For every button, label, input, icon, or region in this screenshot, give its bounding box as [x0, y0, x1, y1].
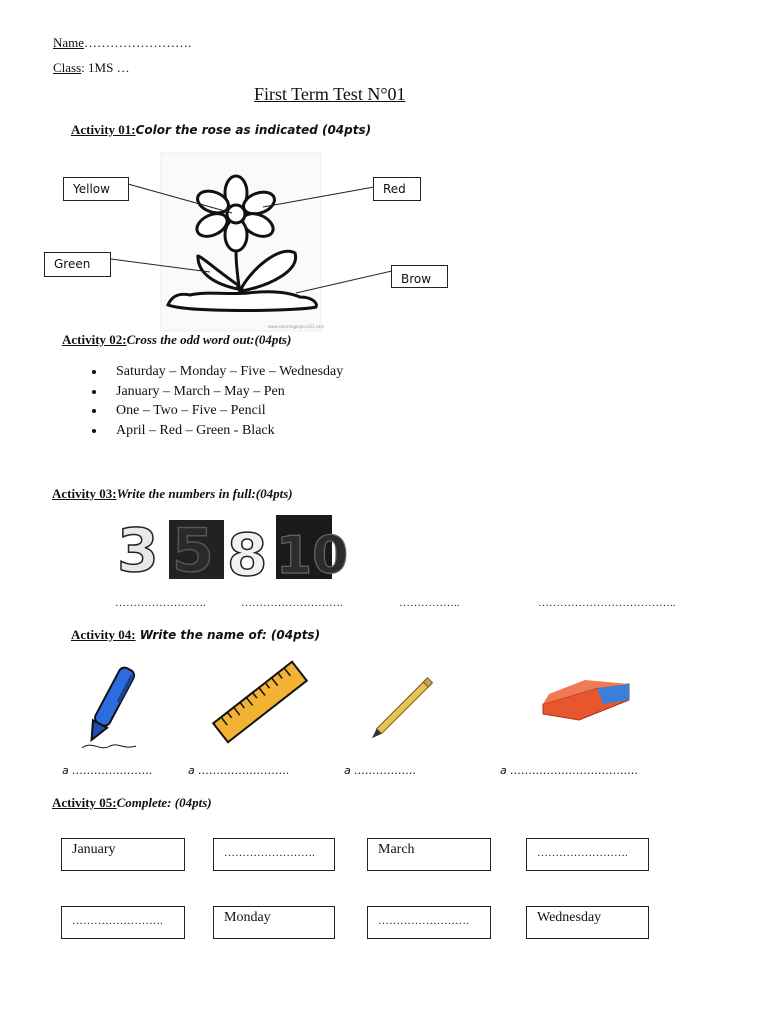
flower-center: [227, 205, 245, 223]
name-label: Name: [53, 35, 85, 50]
class-value: : 1MS …: [81, 60, 130, 75]
number-blank-2[interactable]: ……………………….: [241, 597, 343, 609]
list-item: • April – Red – Green - Black: [106, 421, 552, 441]
label-yellow: Yellow: [63, 177, 129, 201]
activity-02-number: Activity 02:: [62, 332, 127, 347]
day-blank[interactable]: …………………….: [61, 906, 185, 939]
digit-5: 5: [172, 516, 214, 586]
class-label: Class: [53, 60, 82, 75]
odd-word-list: [52, 362, 552, 440]
activity-05-number: Activity 05:: [52, 795, 117, 810]
list-item: • Saturday – Monday – Five – Wednesday: [106, 362, 552, 382]
digit-10: 10: [276, 526, 349, 586]
label-green: Green: [44, 252, 111, 277]
digit-3: 3: [117, 516, 159, 586]
day-box: Wednesday: [526, 906, 649, 939]
page-title: First Term Test N°01: [254, 84, 406, 104]
activity-03-number: Activity 03:: [52, 486, 117, 501]
activity-01-instruction: Color the rose as indicated (04pts): [135, 123, 372, 137]
activity-04-heading: [71, 627, 320, 643]
pen-body: [93, 666, 136, 728]
label-brown: Brow: [391, 265, 448, 288]
watermark-text: www.coloringpages101.com: [268, 324, 325, 329]
pen-scribble: [82, 745, 136, 748]
month-box: January: [61, 838, 185, 871]
digit-8: 8: [227, 521, 268, 589]
eraser-picture: [535, 670, 635, 730]
activity-04-number: Activity 04:: [71, 627, 136, 642]
activity-02-instruction: Cross the odd word out:(04pts): [126, 332, 292, 347]
activity-03-instruction: Write the numbers in full:(04pts): [116, 486, 293, 501]
rose-figure: [0, 145, 768, 335]
activity-02-heading: [62, 332, 291, 348]
eraser-answer[interactable]: a ……………………………..: [500, 764, 639, 777]
ruler-answer[interactable]: a …………………….: [188, 764, 290, 777]
number-blank-1[interactable]: …………………….: [115, 597, 206, 609]
name-line: [53, 35, 191, 51]
activity-01-heading: [71, 122, 371, 138]
day-blank[interactable]: …………………….: [367, 906, 491, 939]
month-blank[interactable]: …………………….: [213, 838, 335, 871]
pencil-answer[interactable]: a ……………..: [344, 764, 417, 777]
activity-01-number: Activity 01:: [71, 122, 136, 137]
label-red: Red: [373, 177, 421, 201]
activity-05-heading: [52, 795, 212, 811]
pen-picture: [74, 660, 144, 755]
list-item: • January – March – May – Pen: [106, 382, 552, 402]
grass-mound: [168, 292, 316, 311]
month-box: March: [367, 838, 491, 871]
activity-05-instruction: Complete: (04pts): [116, 795, 212, 810]
number-blank-4[interactable]: ………………………………..: [538, 597, 676, 609]
month-blank[interactable]: …………………….: [526, 838, 649, 871]
activity-03-heading: [52, 486, 293, 502]
pencil-picture: [372, 672, 442, 737]
class-line: [53, 60, 130, 76]
pencil-body: [377, 679, 431, 733]
activity-04-instruction: Write the name of: (04pts): [135, 628, 321, 642]
day-box: Monday: [213, 906, 335, 939]
list-item: • One – Two – Five – Pencil: [106, 401, 552, 421]
number-blank-3[interactable]: ……………..: [399, 597, 460, 609]
numbers-picture: [114, 515, 349, 589]
ruler-body: [213, 662, 307, 742]
name-blank: …………………….: [84, 35, 192, 50]
ruler-picture: [212, 660, 307, 745]
pen-answer[interactable]: a ………………….: [62, 764, 153, 777]
